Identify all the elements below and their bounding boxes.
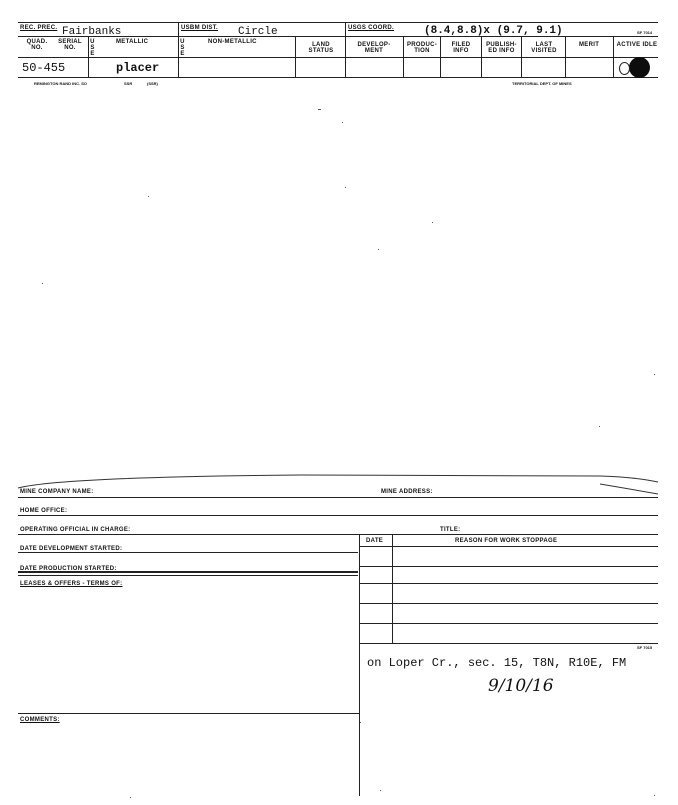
col-nonmetallic: NON-METALLIC — [208, 39, 257, 45]
operating-official-label: OPERATING OFFICIAL IN CHARGE: — [20, 527, 131, 533]
col-production: PRODUC- TION — [406, 42, 438, 54]
usgs-coord-label: USGS COORD. — [348, 25, 394, 31]
punch-hole-outline — [619, 62, 630, 75]
form-number-2: SF 7015 — [637, 645, 653, 650]
col-development: DEVELOP- MENT — [357, 42, 391, 54]
home-office-label: HOME OFFICE: — [20, 508, 68, 514]
rec-prec-value: Fairbanks — [62, 26, 122, 38]
date-development-label: DATE DEVELOPMENT STARTED: — [20, 546, 123, 552]
date-column-label: DATE — [366, 538, 384, 544]
rec-prec-label: REC. PREC. — [20, 25, 58, 31]
card-top-edge — [0, 468, 678, 498]
quad-serial-value: 50-455 — [22, 61, 66, 75]
title-label: TITLE: — [440, 527, 461, 533]
leases-offers-label: LEASES & OFFERS - TERMS OF: — [20, 581, 123, 587]
mine-company-name-label: MINE COMPANY NAME: — [20, 489, 94, 495]
form-number: SF 7014 — [637, 30, 653, 35]
printer-code-2: (SSR) — [147, 81, 158, 86]
usgs-coord-value: (8.4,8.8)x (9.7, 9.1) — [424, 25, 563, 37]
col-published-info: PUBLISH- ED INFO — [486, 42, 517, 54]
col-last-visited: LAST VISITED — [531, 42, 557, 54]
col-metallic: METALLIC — [116, 39, 149, 45]
col-use-metallic: U S E — [90, 39, 95, 57]
col-active-idle: ACTIVE IDLE — [616, 42, 658, 48]
col-land-status: LAND STATUS — [308, 42, 334, 54]
punch-hole-marker — [629, 57, 650, 78]
printer-imprint: REMINGTON RAND INC. SO — [34, 81, 88, 86]
location-note: on Loper Cr., sec. 15, T8N, R10E, FM — [367, 656, 627, 670]
col-quad-no: QUAD. NO. — [26, 39, 48, 51]
usbm-dist-label: USBM DIST. — [181, 25, 219, 31]
col-serial-no: SERIAL NO. — [58, 39, 82, 51]
handwritten-date: 9/10/16 — [488, 676, 554, 696]
metallic-value: placer — [116, 61, 160, 75]
col-filed-info: FILED INFO — [451, 42, 471, 54]
usbm-dist-value: Circle — [238, 26, 278, 38]
reason-column-label: REASON FOR WORK STOPPAGE — [455, 538, 558, 544]
mine-address-label: MINE ADDRESS: — [381, 489, 433, 495]
printer-code-1: SSR — [124, 81, 133, 86]
col-merit: MERIT — [579, 42, 600, 48]
col-use-nonmetallic: U S E — [180, 39, 185, 57]
date-production-label: DATE PRODUCTION STARTED: — [20, 566, 117, 572]
dept-imprint: TERRITORIAL DEPT. OF MINES — [512, 81, 572, 86]
comments-label: COMMENTS: — [20, 717, 60, 723]
